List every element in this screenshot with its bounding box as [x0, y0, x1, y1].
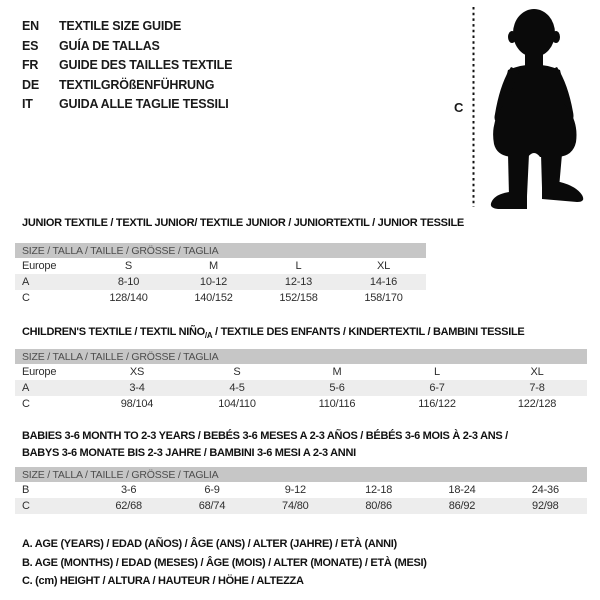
- table-cell: 86/92: [420, 498, 503, 514]
- table-cell: 68/74: [170, 498, 253, 514]
- children-title-sub: /A: [204, 331, 213, 341]
- table-cell: XS: [129, 366, 145, 378]
- language-title: TEXTILE SIZE GUIDE: [59, 19, 182, 33]
- size-header-bar: SIZE / TALLA / TAILLE / GRÖSSE / TAGLIA: [15, 349, 587, 364]
- legend-line-b: B. AGE (MONTHS) / EDAD (MESES) / ÂGE (MOIS) / ALTER (MONATE) / ETÀ (MESI): [22, 556, 427, 569]
- table-cell: 10-12: [171, 274, 256, 290]
- language-title: TEXTILGRÖßENFÜHRUNG: [59, 77, 215, 92]
- table-cell: 24-36: [531, 484, 559, 496]
- row-label: C: [22, 398, 30, 410]
- table-row: [15, 482, 587, 498]
- language-row-fr: [22, 56, 232, 76]
- legend-line-a: A. AGE (YEARS) / EDAD (AÑOS) / ÂGE (ANS) / ALTER (JAHRE) / ETÀ (ANNI): [22, 538, 397, 550]
- language-title: GUÍA DE TALLAS: [59, 38, 160, 53]
- language-code: ES: [22, 38, 39, 53]
- language-title: GUIDE DES TAILLES TEXTILE: [59, 58, 233, 72]
- children-size-table: [15, 349, 587, 412]
- height-measure-label: C: [454, 100, 464, 115]
- language-code: EN: [22, 19, 39, 33]
- babies-title-line1: BABIES 3-6 MONTH TO 2-3 YEARS / BEBÉS 3-6 MESES A 2-3 AÑOS / BÉBÉS 3-6 MOIS À 2-3 ANS /: [22, 430, 508, 442]
- language-row-de: [22, 76, 232, 96]
- language-row-it: [22, 95, 232, 115]
- table-cell: L: [434, 366, 440, 378]
- table-cell: 12-13: [256, 274, 341, 290]
- table-cell: 12-18: [365, 484, 393, 496]
- table-cell: 7-8: [487, 380, 587, 396]
- measurement-legend: [22, 535, 427, 591]
- table-cell: L: [295, 260, 302, 272]
- language-row-es: [22, 37, 232, 57]
- row-label: Europe: [22, 260, 57, 272]
- children-title-pre: CHILDREN'S TEXTILE / TEXTIL NIÑO: [22, 326, 205, 338]
- table-row: [15, 498, 587, 514]
- table-cell: 116/122: [418, 398, 456, 410]
- babies-title-line2: BABYS 3-6 MONATE BIS 2-3 JAHRE / BAMBINI 3-6 MESI A 2-3 ANNI: [22, 447, 356, 459]
- table-cell: 110/116: [318, 398, 356, 410]
- table-cell: 140/152: [194, 292, 233, 304]
- row-label: A: [15, 274, 86, 290]
- language-code: DE: [22, 77, 39, 92]
- toddler-silhouette: [484, 6, 594, 211]
- table-cell: 128/140: [109, 292, 148, 304]
- table-cell: 6-9: [204, 484, 220, 496]
- size-header-bar: SIZE / TALLA / TAILLE / GRÖSSE / TAGLIA: [15, 467, 587, 482]
- children-section-title: [22, 326, 524, 340]
- table-row: [15, 380, 587, 396]
- language-title-list: [22, 17, 232, 115]
- table-row: [15, 258, 426, 274]
- table-cell: 14-16: [341, 274, 426, 290]
- table-cell: 152/158: [279, 292, 318, 304]
- table-row: [15, 364, 587, 380]
- table-cell: S: [233, 366, 241, 378]
- junior-size-table: [15, 243, 426, 306]
- size-header-bar: SIZE / TALLA / TAILLE / GRÖSSE / TAGLIA: [15, 243, 426, 258]
- table-cell: 80/86: [337, 498, 420, 514]
- table-cell: M: [209, 260, 218, 272]
- row-label: Europe: [22, 366, 57, 378]
- babies-size-table: [15, 467, 587, 514]
- row-label: B: [22, 484, 30, 496]
- babies-section-title: [22, 428, 508, 462]
- table-cell: 92/98: [504, 498, 587, 514]
- table-cell: 122/128: [517, 398, 557, 410]
- table-cell: 98/104: [120, 398, 154, 410]
- row-label: C: [15, 498, 87, 514]
- height-dashed-line: [471, 7, 476, 208]
- table-row: [15, 274, 426, 290]
- table-cell: 5-6: [287, 380, 387, 396]
- language-title: GUIDA ALLE TAGLIE TESSILI: [59, 97, 229, 111]
- table-cell: 3-6: [121, 484, 137, 496]
- table-cell: 3-4: [87, 380, 187, 396]
- table-cell: XL: [530, 366, 544, 378]
- children-title-post: / TEXTILE DES ENFANTS / KINDERTEXTIL / BAMBINI TESSILE: [212, 326, 525, 338]
- table-cell: 62/68: [87, 498, 170, 514]
- legend-line-c: C. (cm) HEIGHT / ALTURA / HAUTEUR / HÖHE / ALTEZZA: [22, 575, 304, 587]
- table-cell: M: [332, 366, 342, 378]
- table-row: [15, 396, 587, 412]
- table-row: [15, 290, 426, 306]
- table-cell: 18-24: [448, 484, 476, 496]
- language-row-en: [22, 17, 232, 37]
- table-cell: 8-10: [86, 274, 171, 290]
- table-cell: 6-7: [387, 380, 487, 396]
- table-cell: 74/80: [254, 498, 337, 514]
- table-cell: 104/110: [218, 398, 256, 410]
- row-label: A: [15, 380, 87, 396]
- language-code: IT: [22, 97, 33, 111]
- junior-section-title: JUNIOR TEXTILE / TEXTIL JUNIOR/ TEXTILE JUNIOR / JUNIORTEXTIL / JUNIOR TESSILE: [22, 217, 464, 229]
- table-cell: 158/170: [364, 292, 403, 304]
- row-label: C: [22, 292, 30, 304]
- table-cell: XL: [376, 260, 391, 272]
- table-cell: 4-5: [187, 380, 287, 396]
- language-code: FR: [22, 58, 39, 72]
- table-cell: 9-12: [284, 484, 306, 496]
- table-cell: S: [124, 260, 133, 272]
